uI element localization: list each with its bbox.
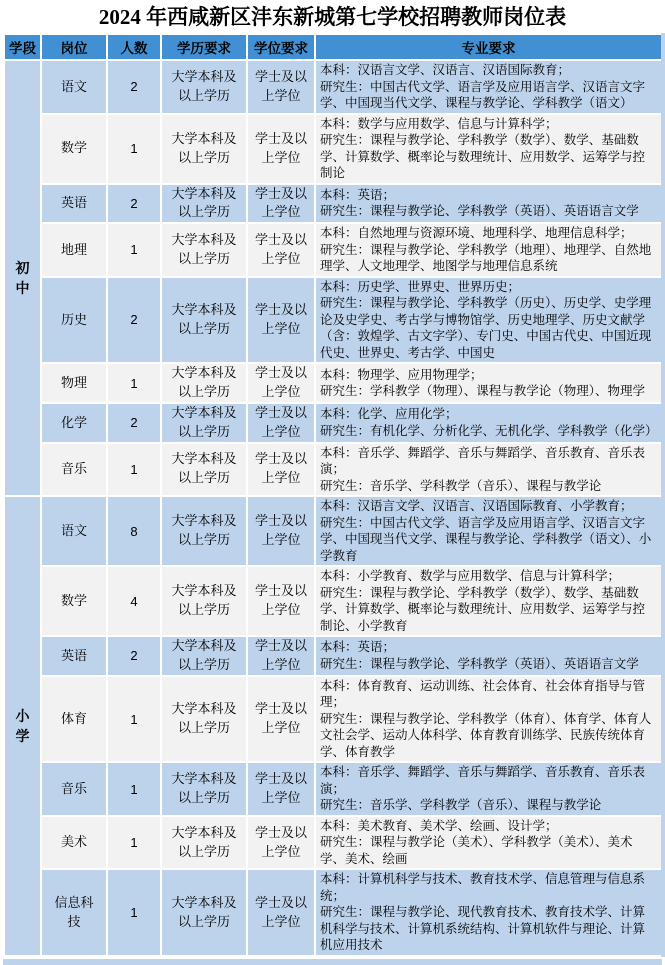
- degree-cell: 学士及以上学位: [247, 60, 315, 114]
- degree-cell: 学士及以上学位: [247, 443, 315, 497]
- education-cell: 大学本科及以上学历: [161, 816, 247, 870]
- undergrad-majors: 本科：小学教育、数学与应用数学、信息与计算科学；: [320, 569, 621, 584]
- position-cell: 数学: [41, 566, 107, 636]
- count-cell: 8: [107, 496, 161, 566]
- count-cell: 2: [107, 184, 161, 224]
- col-header-stage: 学段: [4, 34, 41, 60]
- major-cell: [315, 184, 663, 224]
- graduate-majors: 研究生：课程与教学论、学科教学（历史）、历史学、史学理论及史学史、考古学与博物馆学、历史地理学、历史文献学（含：敦煌学、古文字学）、专门史、中国古代史、中国近现代史、世界史、考古学、中国史: [320, 296, 652, 360]
- position-cell: 英语: [41, 184, 107, 224]
- undergrad-majors: 本科：汉语言文学、汉语言、汉语国际教育、小学教育；: [320, 499, 633, 514]
- graduate-majors: 研究生：中国古代文学、语言学及应用语言学、汉语言文字学、中国现当代文学、课程与教学论、学科教学（语文）、小学教育: [320, 515, 652, 563]
- major-cell: [315, 676, 663, 763]
- undergrad-majors: 本科：英语；: [320, 187, 396, 202]
- position-cell: 数学: [41, 114, 107, 184]
- count-cell: 1: [107, 762, 161, 816]
- degree-cell: 学士及以上学位: [247, 114, 315, 184]
- table-row: [4, 114, 663, 184]
- major-cell: [315, 869, 663, 956]
- graduate-majors: 研究生：课程与教学论、学科教学（英语）、英语语言文学: [320, 204, 639, 219]
- table-row: [4, 363, 663, 403]
- table-row: [4, 869, 663, 956]
- education-cell: 大学本科及以上学历: [161, 443, 247, 497]
- position-cell: 英语: [41, 636, 107, 676]
- graduate-majors: 研究生：音乐学、学科教学（音乐）、课程与教学论: [320, 478, 602, 493]
- table-row: [4, 184, 663, 224]
- education-cell: 大学本科及以上学历: [161, 566, 247, 636]
- graduate-majors: 研究生：课程与教学论、学科教学（体育）、体育学、体育人文社会学、运动人体科学、体育教育训练学、民族传统体育学、体育教学: [320, 711, 652, 759]
- graduate-majors: 研究生：有机化学、分析化学、无机化学、学科教学（化学）: [320, 423, 658, 438]
- degree-cell: 学士及以上学位: [247, 496, 315, 566]
- recruitment-table: [3, 33, 665, 957]
- graduate-majors: 研究生：课程与教学论、学科教学（数学）、数学、基础数学、计算数学、概率论与数理统计、应用数学、运筹学与控制论、小学教育: [320, 585, 646, 633]
- major-cell: [315, 566, 663, 636]
- degree-cell: 学士及以上学位: [247, 223, 315, 277]
- undergrad-majors: 本科：化学、应用化学；: [320, 407, 458, 422]
- education-cell: 大学本科及以上学历: [161, 869, 247, 956]
- graduate-majors: 研究生：中国古代文学、语言学及应用语言学、汉语言文字学、中国现当代文学、课程与教学论、学科教学（语文）: [320, 79, 646, 110]
- table-row: [4, 277, 663, 364]
- major-cell: [315, 363, 663, 403]
- col-header-degree: 学位要求: [247, 34, 315, 60]
- degree-cell: 学士及以上学位: [247, 403, 315, 443]
- table-row: [4, 403, 663, 443]
- education-cell: 大学本科及以上学历: [161, 762, 247, 816]
- table-row: [4, 443, 663, 497]
- major-cell: [315, 762, 663, 816]
- major-cell: [315, 403, 663, 443]
- major-cell: [315, 223, 663, 277]
- table-row: [4, 676, 663, 763]
- graduate-majors: 研究生：课程与教学论、学科教学（数学）、数学、基础数学、计算数学、概率论与数理统计、应用数学、运筹学与控制论: [320, 133, 646, 180]
- count-cell: 1: [107, 676, 161, 763]
- degree-cell: 学士及以上学位: [247, 363, 315, 403]
- major-cell: [315, 277, 663, 364]
- degree-cell: 学士及以上学位: [247, 676, 315, 763]
- degree-cell: 学士及以上学位: [247, 277, 315, 364]
- undergrad-majors: 本科：数学与应用数学、信息与计算科学；: [320, 116, 558, 131]
- education-cell: 大学本科及以上学历: [161, 676, 247, 763]
- education-cell: 大学本科及以上学历: [161, 277, 247, 364]
- count-cell: 1: [107, 869, 161, 956]
- position-cell: 语文: [41, 496, 107, 566]
- table-row: [4, 566, 663, 636]
- page-title: 2024 年西咸新区沣东新城第七学校招聘教师岗位表: [98, 5, 567, 29]
- stage-cell-primary: 小学: [4, 496, 41, 956]
- count-cell: 2: [107, 403, 161, 443]
- degree-cell: 学士及以上学位: [247, 566, 315, 636]
- undergrad-majors: 本科：物理学、应用物理学；: [320, 367, 483, 382]
- graduate-majors: 研究生：课程与教学论、学科教学（地理）、地理学、自然地理学、人文地理学、地图学与地理信息系统: [320, 242, 652, 274]
- education-cell: 大学本科及以上学历: [161, 363, 247, 403]
- undergrad-majors: 本科：计算机科学与技术、教育技术学、信息管理与信息系统；: [320, 872, 646, 903]
- table-row: [4, 60, 663, 114]
- stage-cell-junior: 初中: [4, 60, 41, 496]
- col-header-position: 岗位: [41, 34, 107, 60]
- education-cell: 大学本科及以上学历: [161, 184, 247, 224]
- education-cell: 大学本科及以上学历: [161, 114, 247, 184]
- position-cell: 信息科技: [41, 869, 107, 956]
- degree-cell: 学士及以上学位: [247, 184, 315, 224]
- graduate-majors: 研究生：课程与教学论（美术）、学科教学（美术）、美术学、美术、绘画: [320, 835, 633, 866]
- position-cell: 历史: [41, 277, 107, 364]
- major-cell: [315, 443, 663, 497]
- col-header-count: 人数: [107, 34, 161, 60]
- undergrad-majors: 本科：音乐学、舞蹈学、音乐与舞蹈学、音乐教育、音乐表演；: [320, 445, 646, 477]
- count-cell: 4: [107, 566, 161, 636]
- undergrad-majors: 本科：汉语言文学、汉语言、汉语国际教育；: [320, 63, 571, 77]
- header-row: [4, 34, 663, 60]
- table-row: [4, 636, 663, 676]
- degree-cell: 学士及以上学位: [247, 762, 315, 816]
- count-cell: 1: [107, 363, 161, 403]
- position-cell: 语文: [41, 60, 107, 114]
- count-cell: 1: [107, 443, 161, 497]
- count-cell: 1: [107, 816, 161, 870]
- graduate-majors: 研究生：音乐学、学科教学（音乐）、课程与教学论: [320, 798, 602, 813]
- education-cell: 大学本科及以上学历: [161, 403, 247, 443]
- undergrad-majors: 本科：历史学、世界史、世界历史；: [320, 279, 521, 294]
- table-row: [4, 496, 663, 566]
- undergrad-majors: 本科：体育教育、运动训练、社会体育、社会体育指导与管理；: [320, 678, 646, 710]
- position-cell: 地理: [41, 223, 107, 277]
- undergrad-majors: 本科：音乐学、舞蹈学、音乐与舞蹈学、音乐教育、音乐表演；: [320, 765, 646, 796]
- major-cell: [315, 816, 663, 870]
- degree-cell: 学士及以上学位: [247, 636, 315, 676]
- graduate-majors: 研究生：课程与教学论、现代教育技术、教育技术学、计算机科学与技术、计算机系统结构、计算机软件与理论、计算机应用技术: [320, 905, 646, 953]
- table-row: [4, 223, 663, 277]
- table-row: [4, 816, 663, 870]
- undergrad-majors: 本科：美术教育、美术学、绘画、设计学；: [320, 818, 558, 833]
- col-header-education: 学历要求: [161, 34, 247, 60]
- major-cell: [315, 114, 663, 184]
- education-cell: 大学本科及以上学历: [161, 496, 247, 566]
- position-cell: 音乐: [41, 443, 107, 497]
- education-cell: 大学本科及以上学历: [161, 60, 247, 114]
- degree-cell: 学士及以上学位: [247, 816, 315, 870]
- graduate-majors: 研究生：课程与教学论、学科教学（英语）、英语语言文学: [320, 656, 639, 671]
- major-cell: [315, 60, 663, 114]
- graduate-majors: 研究生：学科教学（物理）、课程与教学论（物理）、物理学: [320, 384, 646, 399]
- count-cell: 2: [107, 636, 161, 676]
- position-cell: 化学: [41, 403, 107, 443]
- undergrad-majors: 本科：自然地理与资源环境、地理科学、地理信息科学；: [320, 226, 633, 241]
- position-cell: 体育: [41, 676, 107, 763]
- col-header-major: 专业要求: [315, 34, 663, 60]
- education-cell: 大学本科及以上学历: [161, 223, 247, 277]
- count-cell: 1: [107, 223, 161, 277]
- major-cell: [315, 636, 663, 676]
- position-cell: 美术: [41, 816, 107, 870]
- position-cell: 音乐: [41, 762, 107, 816]
- degree-cell: 学士及以上学位: [247, 869, 315, 956]
- education-cell: 大学本科及以上学历: [161, 636, 247, 676]
- count-cell: 2: [107, 60, 161, 114]
- count-cell: 2: [107, 277, 161, 364]
- table-row: [4, 762, 663, 816]
- count-cell: 1: [107, 114, 161, 184]
- position-cell: 物理: [41, 363, 107, 403]
- major-cell: [315, 496, 663, 566]
- table-bottom-border: [3, 959, 662, 965]
- undergrad-majors: 本科：英语；: [320, 640, 396, 655]
